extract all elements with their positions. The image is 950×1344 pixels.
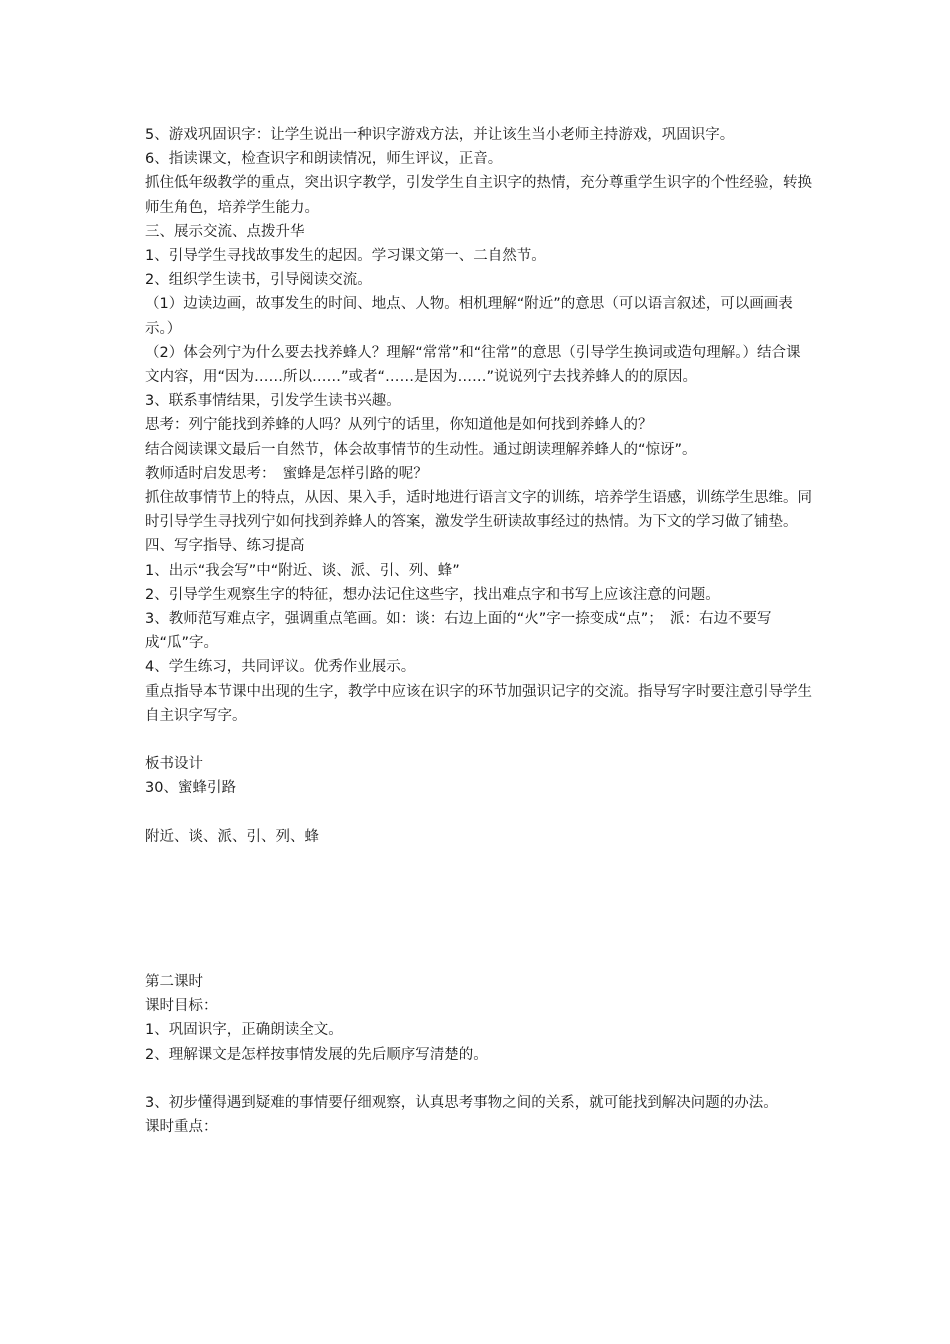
- paragraph: （1）边读边画，故事发生的时间、地点、人物。相机理解“附近”的意思（可以语言叙述，可以画画表示。）: [145, 296, 793, 337]
- paragraph: 重点指导本节课中出现的生字，教学中应该在识字的环节加强识记字的交流。指导写字时要注意引导学生自主识字写字。: [145, 683, 812, 724]
- paragraph: 抓住低年级教学的重点，突出识字教学，引发学生自主识字的热情，充分尊重学生识字的个性经验，转换师生角色，培养学生能力。: [145, 175, 812, 216]
- paragraph: 6、指读课文，检查识字和朗读情况，师生评议，正音。: [145, 151, 503, 168]
- lesson2-heading: 第二课时: [145, 974, 203, 991]
- paragraph: 5、游戏巩固识字：让学生说出一种识字游戏方法，并让该生当小老师主持游戏，巩固识字。: [145, 127, 735, 143]
- goals-label: 课时目标：: [145, 998, 218, 1015]
- paragraph: 1、引导学生寻找故事发生的起因。学习课文第一、二自然节。: [145, 248, 546, 265]
- goal-item: 3、初步懂得遇到疑难的事情要仔细观察，认真思考事物之间的关系，就可能找到解决问题的办法。: [145, 1095, 778, 1112]
- blank-line: [145, 946, 815, 970]
- paragraph: 抓住故事情节上的特点，从因、果入手，适时地进行语言文字的训练，培养学生语感，训练学生思维。同时引导学生寻找列宁如何找到养蜂人的答案，激发学生研读故事经过的热情。为下文的学习做了铺垫。: [145, 490, 812, 531]
- section-heading: 三、展示交流、点拨升华: [145, 223, 305, 240]
- board-chars: 附近、谈、派、引、列、蜂: [145, 828, 319, 845]
- paragraph: 3、联系事情结果，引发学生读书兴趣。: [145, 393, 401, 410]
- blank-line: [145, 801, 815, 825]
- section-heading: 四、写字指导、练习提高: [145, 538, 305, 555]
- paragraph: （2）体会列宁为什么要去找养蜂人？理解“常常”和“往常”的意思（引导学生换词或造句理解。）结合课文内容，用“因为……所以……”或者“……是因为……”说说列宁去找养蜂人的的原因。: [145, 344, 801, 386]
- paragraph: 结合阅读课文最后一自然节，体会故事情节的生动性。通过朗读理解养蜂人的“惊讶”。: [145, 441, 697, 458]
- paragraph: 教师适时启发思考： 蜜蜂是怎样引路的呢？: [145, 465, 428, 482]
- paragraph: 3、教师范写难点字，强调重点笔画。如：谈：右边上面的“火”字一捺变成“点”； 派：右边不要写成“瓜”字。: [145, 611, 772, 652]
- goal-item: 1、巩固识字，正确朗读全文。: [145, 1022, 343, 1039]
- blank-space: [145, 849, 815, 946]
- paragraph: 2、组织学生读书，引导阅读交流。: [145, 272, 372, 289]
- paragraph: 2、引导学生观察生字的特征，想办法记住这些字，找出难点字和书写上应该注意的问题。: [145, 586, 720, 603]
- document-body: [145, 123, 815, 1139]
- paragraph: 1、出示“我会写”中“附近、谈、派、引、列、蜂”: [145, 562, 460, 579]
- board-title: 30、蜜蜂引路: [145, 780, 236, 797]
- paragraph: 思考：列宁能找到养蜂的人吗？从列宁的话里，你知道他是如何找到养蜂人的？: [145, 417, 653, 434]
- paragraph: 4、学生练习，共同评议。优秀作业展示。: [145, 659, 416, 676]
- focus-label: 课时重点：: [145, 1119, 218, 1136]
- board-heading: 板书设计: [145, 756, 203, 773]
- blank-line: [145, 1067, 815, 1091]
- goal-item: 2、理解课文是怎样按事情发展的先后顺序写清楚的。: [145, 1046, 488, 1063]
- blank-line: [145, 728, 815, 752]
